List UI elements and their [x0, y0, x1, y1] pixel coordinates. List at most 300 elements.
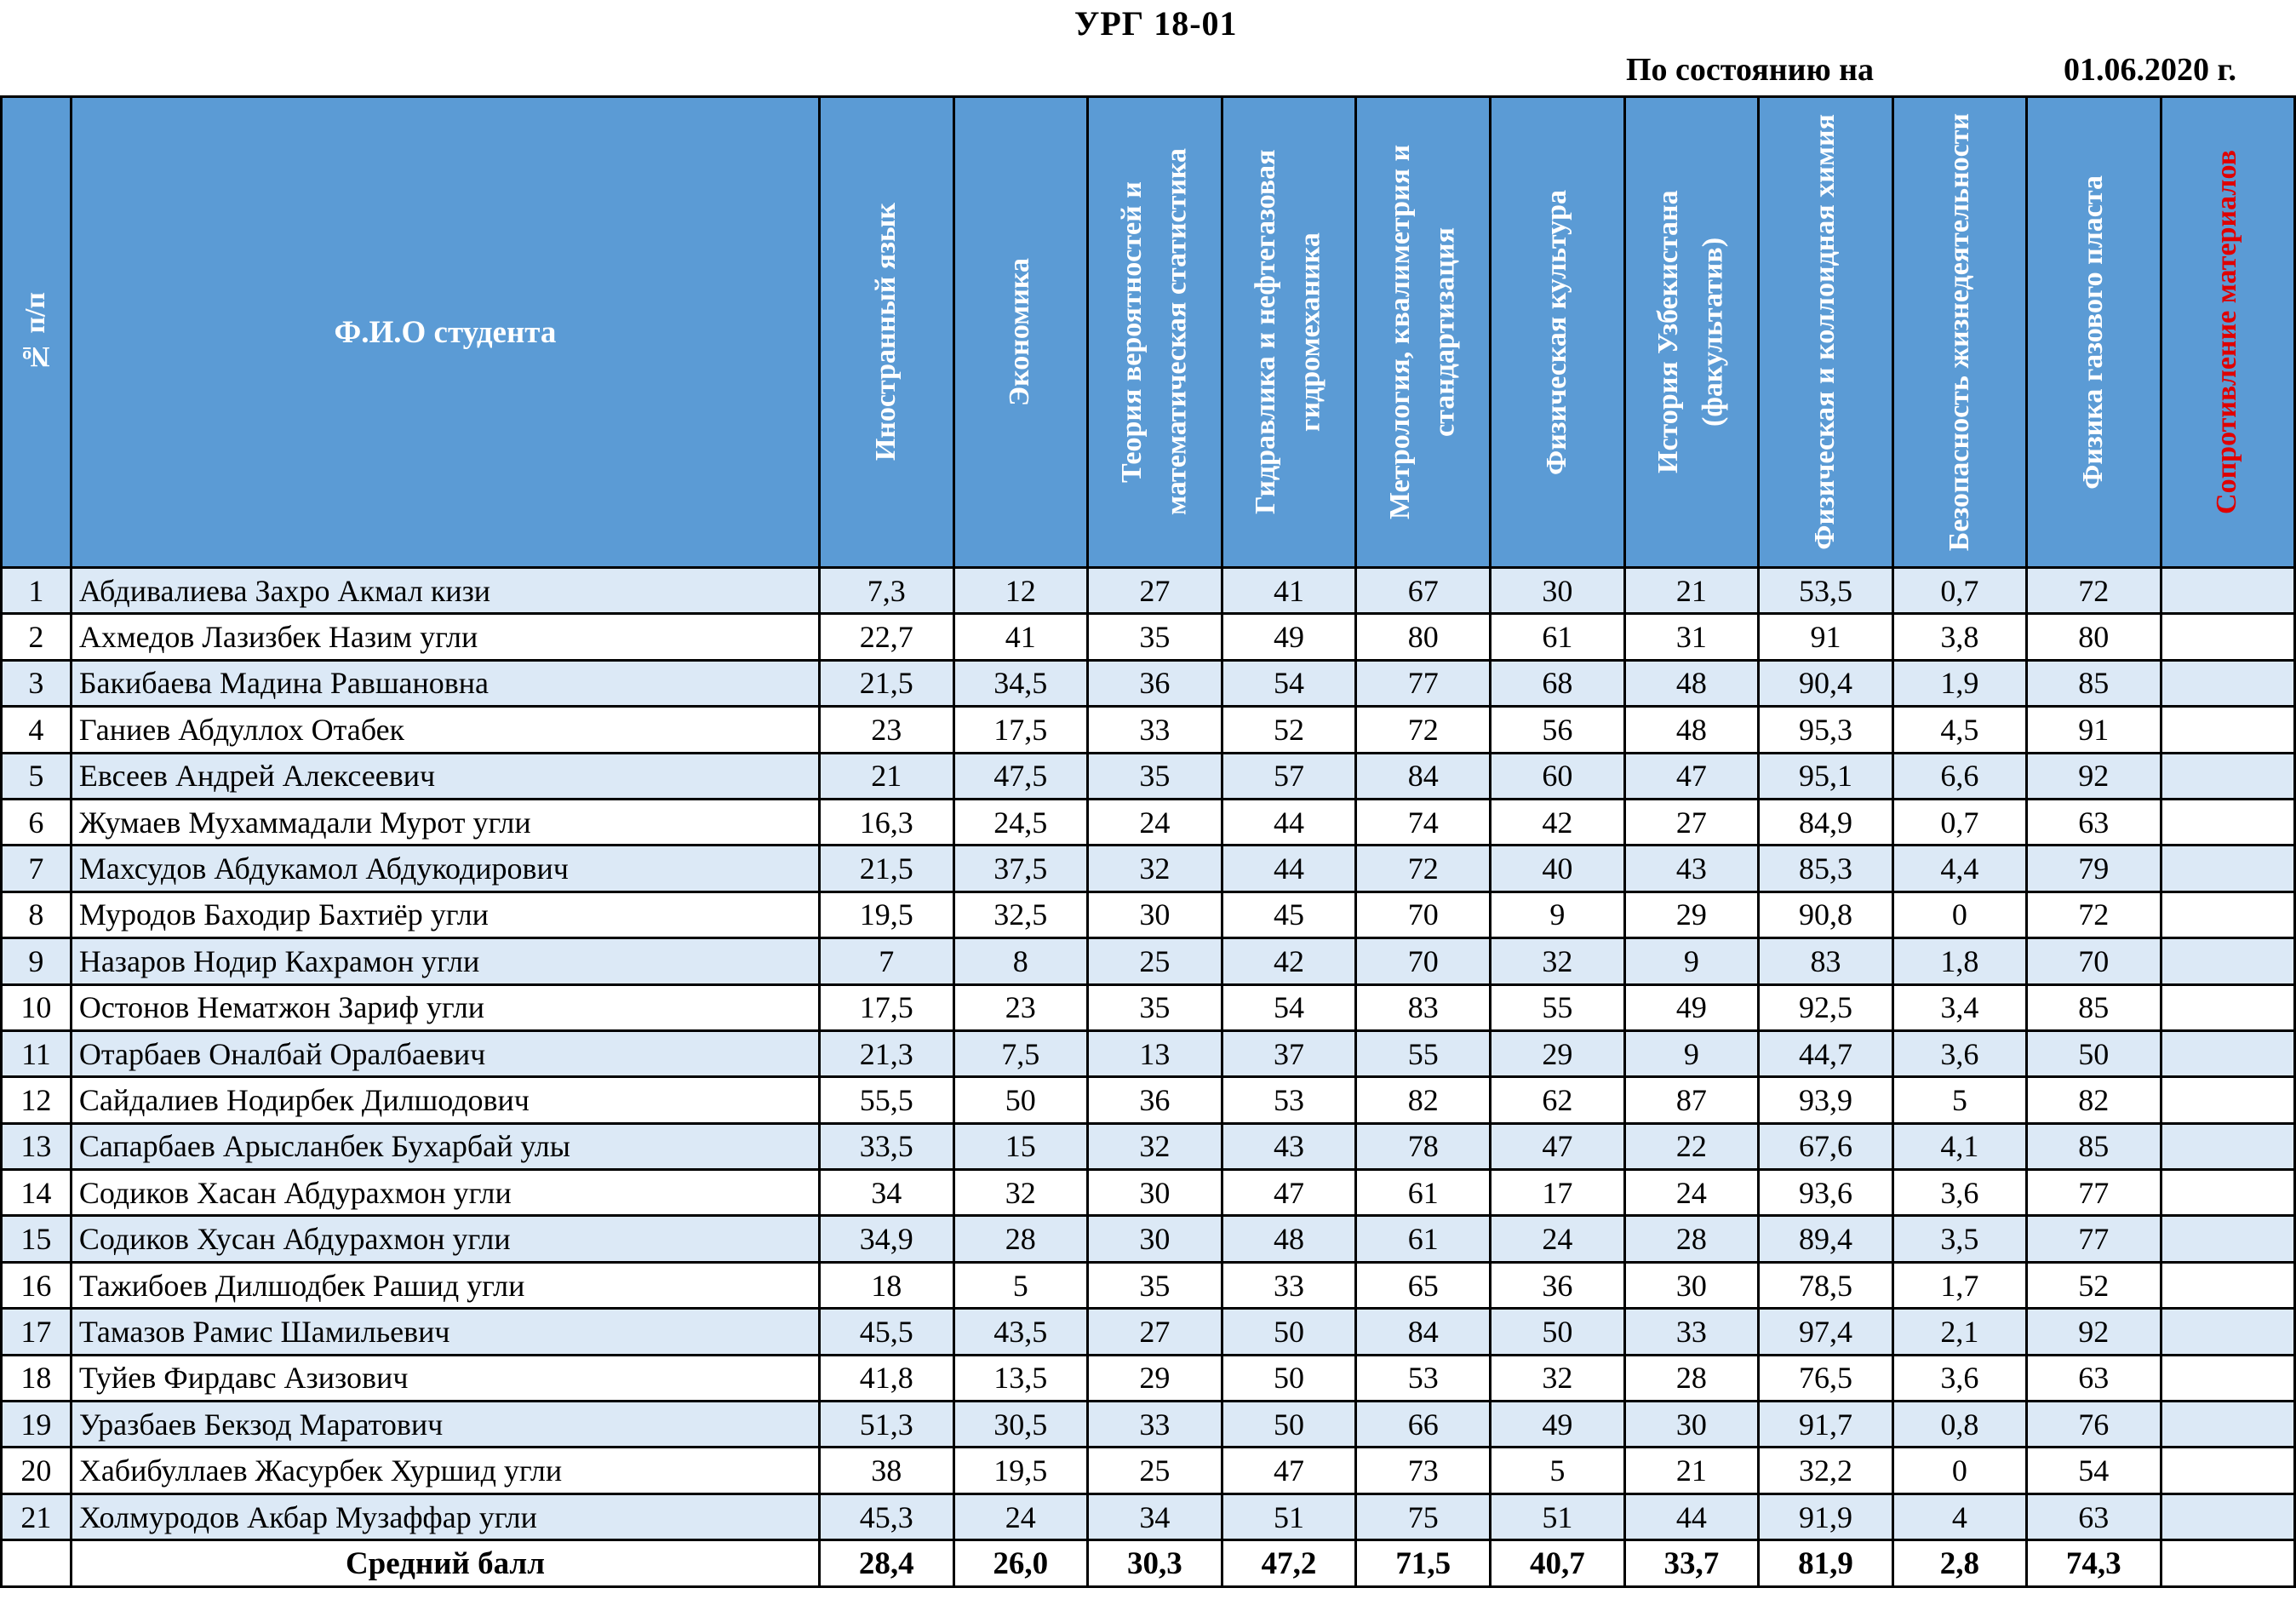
- grade-cell: 85: [2027, 660, 2161, 706]
- grade-cell: [2161, 1402, 2294, 1448]
- grade-cell: 6,6: [1892, 753, 2026, 799]
- grade-cell: 0,7: [1892, 568, 2026, 614]
- grade-cell: [2161, 1170, 2294, 1216]
- grade-cell: 32: [1491, 1355, 1624, 1401]
- table-row: [2, 891, 2295, 937]
- grade-cell: 7: [820, 938, 953, 984]
- grade-cell: 30: [1624, 1402, 1759, 1448]
- grade-cell: 91,7: [1759, 1402, 1892, 1448]
- table-row: [2, 1402, 2295, 1448]
- grade-cell: [2161, 1355, 2294, 1401]
- row-number: 9: [2, 938, 72, 984]
- grade-cell: 80: [2027, 614, 2161, 660]
- student-name: Остонов Нематжон Зариф угли: [71, 984, 819, 1030]
- table-row: [2, 846, 2295, 891]
- student-name: Муродов Баходир Бахтиёр угли: [71, 891, 819, 937]
- grade-cell: 28: [1624, 1355, 1759, 1401]
- grade-cell: 77: [2027, 1216, 2161, 1262]
- header-subject: [1491, 97, 1624, 568]
- average-cell: 33,7: [1624, 1540, 1759, 1587]
- grade-cell: 70: [2027, 938, 2161, 984]
- grade-cell: 29: [1491, 1030, 1624, 1076]
- grade-cell: 24,5: [953, 799, 1087, 845]
- grade-cell: 90,8: [1759, 891, 1892, 937]
- grade-cell: 83: [1356, 984, 1491, 1030]
- grade-cell: 1,8: [1892, 938, 2026, 984]
- student-name: Абдивалиева Захро Акмал кизи: [71, 568, 819, 614]
- grade-cell: 83: [1759, 938, 1892, 984]
- table-row: [2, 660, 2295, 706]
- row-number: 4: [2, 707, 72, 753]
- grade-cell: 27: [1087, 1309, 1222, 1355]
- row-number: 20: [2, 1448, 72, 1493]
- grade-cell: 91,9: [1759, 1493, 1892, 1539]
- grade-cell: 30: [1087, 891, 1222, 937]
- grade-cell: 7,3: [820, 568, 953, 614]
- grade-cell: 32,5: [953, 891, 1087, 937]
- student-name: Ахмедов Лазизбек Назим угли: [71, 614, 819, 660]
- grade-cell: 72: [2027, 568, 2161, 614]
- average-row: [2, 1540, 2295, 1587]
- row-number: 2: [2, 614, 72, 660]
- grade-cell: 66: [1356, 1402, 1491, 1448]
- student-name: Жумаев Мухаммадали Мурот угли: [71, 799, 819, 845]
- student-name: Ганиев Абдуллох Отабек: [71, 707, 819, 753]
- grade-cell: 9: [1491, 891, 1624, 937]
- grade-cell: 24: [1087, 799, 1222, 845]
- average-cell: 47,2: [1222, 1540, 1356, 1587]
- grade-cell: 35: [1087, 984, 1222, 1030]
- grade-cell: 36: [1491, 1262, 1624, 1308]
- header-subject: [1892, 97, 2026, 568]
- header-subject-label: Сопротивление материалов: [2211, 150, 2243, 514]
- row-number: 14: [2, 1170, 72, 1216]
- grade-cell: 4: [1892, 1493, 2026, 1539]
- grade-cell: 55: [1491, 984, 1624, 1030]
- grade-cell: 32,2: [1759, 1448, 1892, 1493]
- grade-cell: [2161, 1448, 2294, 1493]
- average-cell: 71,5: [1356, 1540, 1491, 1587]
- average-cell: 74,3: [2027, 1540, 2161, 1587]
- average-cell: 28,4: [820, 1540, 953, 1587]
- header-subject-label: Экономика: [1004, 258, 1036, 406]
- student-name: Хабибуллаев Жасурбек Хуршид угли: [71, 1448, 819, 1493]
- header-subject: [1759, 97, 1892, 568]
- grade-cell: 43: [1222, 1123, 1356, 1169]
- table-row: [2, 614, 2295, 660]
- grade-cell: [2161, 1216, 2294, 1262]
- grade-cell: 35: [1087, 614, 1222, 660]
- title-text: УРГ 18-01: [1074, 4, 1238, 43]
- grade-cell: 5: [953, 1262, 1087, 1308]
- grade-cell: [2161, 753, 2294, 799]
- grade-cell: 76,5: [1759, 1355, 1892, 1401]
- grade-cell: 3,5: [1892, 1216, 2026, 1262]
- grade-cell: 21,5: [820, 846, 953, 891]
- grade-cell: 0,8: [1892, 1402, 2026, 1448]
- state-date: 01.06.2020 г.: [2064, 52, 2236, 88]
- grade-cell: 42: [1491, 799, 1624, 845]
- grade-cell: 25: [1087, 938, 1222, 984]
- grade-cell: 27: [1087, 568, 1222, 614]
- grade-cell: [2161, 614, 2294, 660]
- table-row: [2, 753, 2295, 799]
- grade-cell: 40: [1491, 846, 1624, 891]
- grade-cell: 50: [1222, 1402, 1356, 1448]
- grade-cell: 31: [1624, 614, 1759, 660]
- grade-cell: 3,8: [1892, 614, 2026, 660]
- grade-cell: 61: [1491, 614, 1624, 660]
- grade-cell: 21: [1624, 1448, 1759, 1493]
- grade-cell: 21: [1624, 568, 1759, 614]
- grade-cell: 15: [953, 1123, 1087, 1169]
- student-name: Содиков Хасан Абдурахмон угли: [71, 1170, 819, 1216]
- grade-cell: 48: [1624, 707, 1759, 753]
- header-num: [2, 97, 72, 568]
- grade-cell: 7,5: [953, 1030, 1087, 1076]
- grade-cell: 1,7: [1892, 1262, 2026, 1308]
- grade-cell: [2161, 846, 2294, 891]
- header-subject-label: Физическая культура: [1540, 189, 1572, 475]
- grade-cell: 55: [1356, 1030, 1491, 1076]
- grade-cell: 91: [1759, 614, 1892, 660]
- header-subject: [1624, 97, 1759, 568]
- grade-cell: 33,5: [820, 1123, 953, 1169]
- grades-table: [0, 95, 2296, 1588]
- grade-cell: 67,6: [1759, 1123, 1892, 1169]
- row-number: 21: [2, 1493, 72, 1539]
- grade-cell: 0: [1892, 891, 2026, 937]
- grade-cell: 21,5: [820, 660, 953, 706]
- grade-cell: 45,3: [820, 1493, 953, 1539]
- grade-cell: 72: [1356, 707, 1491, 753]
- table-row: [2, 1170, 2295, 1216]
- table-row: [2, 1123, 2295, 1169]
- grade-cell: 90,4: [1759, 660, 1892, 706]
- grade-cell: 3,6: [1892, 1355, 2026, 1401]
- row-number: 17: [2, 1309, 72, 1355]
- row-number: 15: [2, 1216, 72, 1262]
- grade-cell: 49: [1624, 984, 1759, 1030]
- grade-cell: 82: [2027, 1077, 2161, 1123]
- grade-cell: 13,5: [953, 1355, 1087, 1401]
- grade-cell: 32: [1491, 938, 1624, 984]
- grade-cell: 44: [1624, 1493, 1759, 1539]
- grade-cell: 44: [1222, 846, 1356, 891]
- grade-cell: 19,5: [820, 891, 953, 937]
- grade-cell: 61: [1356, 1216, 1491, 1262]
- grade-cell: 23: [820, 707, 953, 753]
- student-name: Тамазов Рамис Шамильевич: [71, 1309, 819, 1355]
- header-subject-label: Иностранный язык: [869, 203, 902, 462]
- header-subject: [2027, 97, 2161, 568]
- student-name: Уразбаев Бекзод Маратович: [71, 1402, 819, 1448]
- grade-cell: 50: [2027, 1030, 2161, 1076]
- grade-cell: 25: [1087, 1448, 1222, 1493]
- grade-cell: 32: [953, 1170, 1087, 1216]
- grade-cell: 75: [1356, 1493, 1491, 1539]
- table-row: [2, 1030, 2295, 1076]
- grade-cell: 5: [1491, 1448, 1624, 1493]
- header-subject-label: История Узбекистана (факультатив): [1652, 190, 1729, 474]
- grade-cell: 34,9: [820, 1216, 953, 1262]
- grade-cell: 65: [1356, 1262, 1491, 1308]
- grade-cell: 55,5: [820, 1077, 953, 1123]
- header-subject-label: Физическая и коллоидная химия: [1809, 114, 1841, 550]
- grade-cell: 4,4: [1892, 846, 2026, 891]
- grade-cell: 47: [1222, 1170, 1356, 1216]
- header-subject-label: Физика газового пласта: [2076, 175, 2109, 490]
- grade-cell: 0: [1892, 1448, 2026, 1493]
- grade-cell: 91: [2027, 707, 2161, 753]
- grade-cell: 51: [1222, 1493, 1356, 1539]
- grade-cell: 78,5: [1759, 1262, 1892, 1308]
- table-row: [2, 568, 2295, 614]
- table-row: [2, 1077, 2295, 1123]
- grade-cell: 85: [2027, 984, 2161, 1030]
- grade-cell: 72: [2027, 891, 2161, 937]
- row-number: 8: [2, 891, 72, 937]
- grade-cell: 17,5: [953, 707, 1087, 753]
- row-number: 18: [2, 1355, 72, 1401]
- grade-cell: 85,3: [1759, 846, 1892, 891]
- row-number: 12: [2, 1077, 72, 1123]
- grade-cell: 57: [1222, 753, 1356, 799]
- grade-cell: 21,3: [820, 1030, 953, 1076]
- grade-cell: 92: [2027, 1309, 2161, 1355]
- grade-cell: 30: [1087, 1170, 1222, 1216]
- grade-cell: 22: [1624, 1123, 1759, 1169]
- grade-cell: 3,6: [1892, 1170, 2026, 1216]
- grade-cell: 95,3: [1759, 707, 1892, 753]
- grade-cell: 29: [1087, 1355, 1222, 1401]
- row-number: 16: [2, 1262, 72, 1308]
- header-num-label: № п/п: [20, 291, 52, 373]
- grade-cell: 70: [1356, 891, 1491, 937]
- grade-cell: 49: [1491, 1402, 1624, 1448]
- table-row: [2, 1493, 2295, 1539]
- grade-cell: 17: [1491, 1170, 1624, 1216]
- student-name: Туйев Фирдавс Азизович: [71, 1355, 819, 1401]
- grade-cell: 53: [1222, 1077, 1356, 1123]
- grade-cell: 61: [1356, 1170, 1491, 1216]
- table-row: [2, 1262, 2295, 1308]
- grade-cell: 30: [1624, 1262, 1759, 1308]
- grade-cell: 28: [953, 1216, 1087, 1262]
- student-name: Тажибоев Дилшодбек Рашид угли: [71, 1262, 819, 1308]
- average-empty-cell: [2, 1540, 72, 1587]
- grade-cell: 51,3: [820, 1402, 953, 1448]
- row-number: 10: [2, 984, 72, 1030]
- grade-cell: 21: [820, 753, 953, 799]
- grade-cell: 24: [953, 1493, 1087, 1539]
- grade-cell: 27: [1624, 799, 1759, 845]
- grade-cell: [2161, 707, 2294, 753]
- grade-cell: 52: [2027, 1262, 2161, 1308]
- grade-cell: 76: [2027, 1402, 2161, 1448]
- grade-cell: [2161, 938, 2294, 984]
- student-name: Сапарбаев Арысланбек Бухарбай улы: [71, 1123, 819, 1169]
- header-row: [2, 97, 2295, 568]
- table-row: [2, 938, 2295, 984]
- row-number: 1: [2, 568, 72, 614]
- grade-cell: 38: [820, 1448, 953, 1493]
- grade-cell: 78: [1356, 1123, 1491, 1169]
- grade-cell: 50: [1222, 1309, 1356, 1355]
- header-fio: Ф.И.О студента: [71, 97, 819, 568]
- grade-cell: 30: [1087, 1216, 1222, 1262]
- grade-cell: 47: [1491, 1123, 1624, 1169]
- grade-cell: 36: [1087, 660, 1222, 706]
- grade-cell: 93,9: [1759, 1077, 1892, 1123]
- average-label: Средний балл: [71, 1540, 819, 1587]
- grade-cell: 87: [1624, 1077, 1759, 1123]
- grade-cell: 89,4: [1759, 1216, 1892, 1262]
- grade-cell: 53: [1356, 1355, 1491, 1401]
- grade-cell: 37: [1222, 1030, 1356, 1076]
- grade-cell: 35: [1087, 753, 1222, 799]
- grade-cell: 67: [1356, 568, 1491, 614]
- grade-cell: 13: [1087, 1030, 1222, 1076]
- grade-cell: 48: [1624, 660, 1759, 706]
- grade-cell: 32: [1087, 846, 1222, 891]
- student-name: Содиков Хусан Абдурахмон угли: [71, 1216, 819, 1262]
- row-number: 3: [2, 660, 72, 706]
- grade-cell: 18: [820, 1262, 953, 1308]
- grade-cell: 41: [953, 614, 1087, 660]
- grade-cell: 50: [1222, 1355, 1356, 1401]
- header-subject-label: Гидравлика и нефтегазовая гидромеханика: [1250, 149, 1327, 515]
- student-name: Бакибаева Мадина Равшановна: [71, 660, 819, 706]
- table-row: [2, 1216, 2295, 1262]
- grade-cell: 73: [1356, 1448, 1491, 1493]
- grade-cell: [2161, 568, 2294, 614]
- header-subject: [953, 97, 1087, 568]
- row-number: 6: [2, 799, 72, 845]
- grade-cell: 63: [2027, 1355, 2161, 1401]
- table-row: [2, 707, 2295, 753]
- grade-cell: 84,9: [1759, 799, 1892, 845]
- grade-cell: [2161, 1030, 2294, 1076]
- grade-cell: 3,6: [1892, 1030, 2026, 1076]
- table-body: [2, 568, 2295, 1540]
- grade-cell: 68: [1491, 660, 1624, 706]
- grade-cell: 47: [1222, 1448, 1356, 1493]
- grade-cell: 9: [1624, 938, 1759, 984]
- grade-cell: 34: [820, 1170, 953, 1216]
- row-number: 19: [2, 1402, 72, 1448]
- grade-cell: 33: [1624, 1309, 1759, 1355]
- grade-cell: [2161, 1493, 2294, 1539]
- header-subject-label: Метрология, квалиметрия и стандартизация: [1384, 144, 1461, 520]
- grade-cell: [2161, 660, 2294, 706]
- grade-cell: 54: [2027, 1448, 2161, 1493]
- student-name: Махсудов Абдукамол Абдукодирович: [71, 846, 819, 891]
- grade-cell: 9: [1624, 1030, 1759, 1076]
- header-subject: [1087, 97, 1222, 568]
- grade-cell: 93,6: [1759, 1170, 1892, 1216]
- row-number: 13: [2, 1123, 72, 1169]
- grade-cell: 92,5: [1759, 984, 1892, 1030]
- grade-cell: [2161, 1077, 2294, 1123]
- header-subject-label: Теория вероятностей и математическая статистика: [1115, 148, 1193, 516]
- grade-cell: 97,4: [1759, 1309, 1892, 1355]
- grade-cell: 45,5: [820, 1309, 953, 1355]
- grade-cell: 5: [1892, 1077, 2026, 1123]
- grade-cell: 60: [1491, 753, 1624, 799]
- grade-cell: 45: [1222, 891, 1356, 937]
- grade-cell: [2161, 1309, 2294, 1355]
- state-label: По состоянию на: [1626, 52, 1875, 88]
- average-cell: 2,8: [1892, 1540, 2026, 1587]
- grade-cell: 47,5: [953, 753, 1087, 799]
- header-subject: [1356, 97, 1491, 568]
- grade-cell: 4,5: [1892, 707, 2026, 753]
- grade-cell: 80: [1356, 614, 1491, 660]
- grade-cell: 36: [1087, 1077, 1222, 1123]
- grade-cell: 24: [1624, 1170, 1759, 1216]
- grade-cell: 92: [2027, 753, 2161, 799]
- grade-cell: 47: [1624, 753, 1759, 799]
- grade-cell: 54: [1222, 660, 1356, 706]
- grade-cell: 30: [1491, 568, 1624, 614]
- grade-cell: 32: [1087, 1123, 1222, 1169]
- grade-cell: 74: [1356, 799, 1491, 845]
- header-subject-label: Безопасность жизнедеятельности: [1943, 112, 1975, 552]
- table-row: [2, 984, 2295, 1030]
- average-cell: [2161, 1540, 2294, 1587]
- grade-cell: 84: [1356, 1309, 1491, 1355]
- grade-cell: 95,1: [1759, 753, 1892, 799]
- grade-cell: 28: [1624, 1216, 1759, 1262]
- grade-cell: 79: [2027, 846, 2161, 891]
- grade-cell: 30,5: [953, 1402, 1087, 1448]
- grade-cell: 37,5: [953, 846, 1087, 891]
- grade-cell: 4,1: [1892, 1123, 2026, 1169]
- grade-cell: 43,5: [953, 1309, 1087, 1355]
- grade-cell: 12: [953, 568, 1087, 614]
- student-name: Евсеев Андрей Алексеевич: [71, 753, 819, 799]
- grade-cell: 63: [2027, 799, 2161, 845]
- document-title: [1074, 3, 1238, 43]
- grade-cell: 84: [1356, 753, 1491, 799]
- grade-cell: 33: [1087, 1402, 1222, 1448]
- header-subject: [820, 97, 953, 568]
- row-number: 5: [2, 753, 72, 799]
- table-row: [2, 1448, 2295, 1493]
- row-number: 7: [2, 846, 72, 891]
- grade-cell: 72: [1356, 846, 1491, 891]
- grade-cell: [2161, 1123, 2294, 1169]
- grade-cell: 41: [1222, 568, 1356, 614]
- grade-cell: 77: [2027, 1170, 2161, 1216]
- average-cell: 40,7: [1491, 1540, 1624, 1587]
- grade-cell: 70: [1356, 938, 1491, 984]
- grade-cell: 24: [1491, 1216, 1624, 1262]
- grade-cell: 0,7: [1892, 799, 2026, 845]
- grade-cell: 2,1: [1892, 1309, 2026, 1355]
- grade-cell: 62: [1491, 1077, 1624, 1123]
- row-number: 11: [2, 1030, 72, 1076]
- grade-cell: 44: [1222, 799, 1356, 845]
- grade-cell: 34: [1087, 1493, 1222, 1539]
- student-name: Сайдалиев Нодирбек Дилшодович: [71, 1077, 819, 1123]
- student-name: Холмуродов Акбар Музаффар угли: [71, 1493, 819, 1539]
- grade-cell: 42: [1222, 938, 1356, 984]
- grade-cell: 43: [1624, 846, 1759, 891]
- grade-cell: 35: [1087, 1262, 1222, 1308]
- grade-cell: 22,7: [820, 614, 953, 660]
